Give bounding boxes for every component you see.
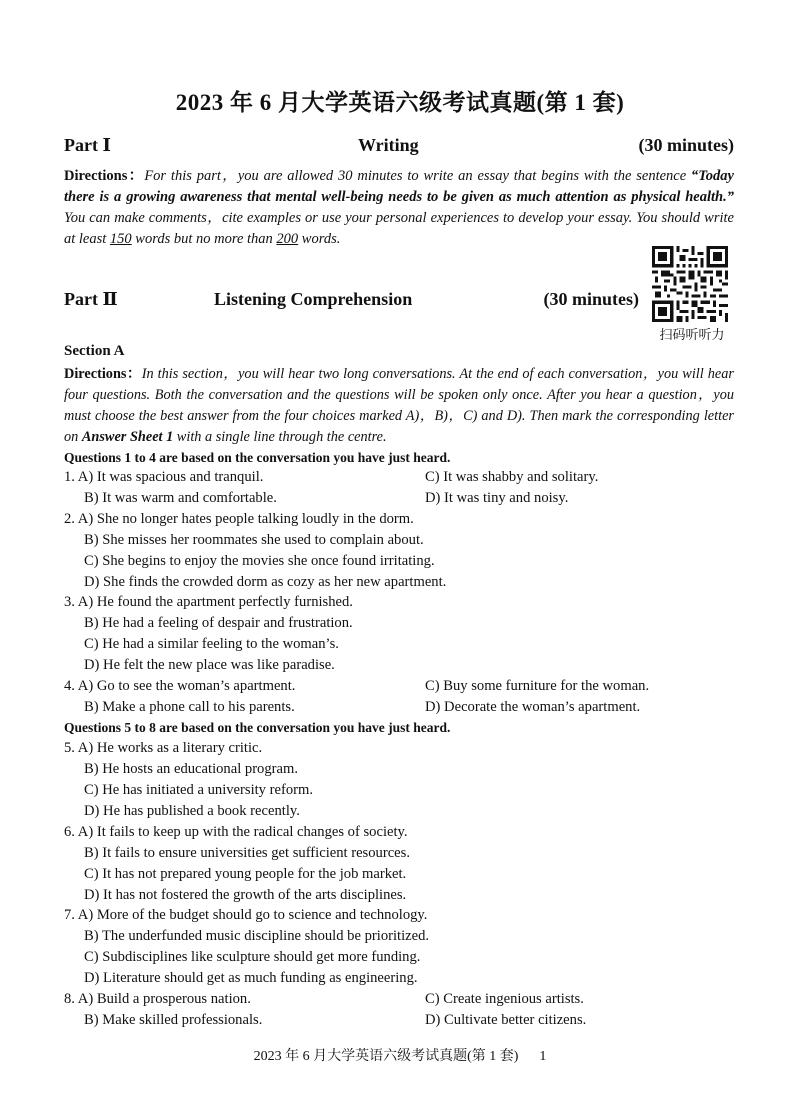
directions-label: Directions： bbox=[64, 366, 142, 382]
q5-option-c: C) He has initiated a university reform. bbox=[84, 782, 313, 798]
directions-text-a: In this section，you will hear two long conversations. At the end of each conversation，you will hear four questions. Both the conversation and the questions will be spoken only once. After you hear a question，you must choose the best answer from the four choices marked A)，B)，C) and D). Then mark the corresponding letter on bbox=[64, 366, 734, 445]
q7-option-d: D) Literature should get as much funding as engineering. bbox=[84, 970, 418, 986]
part-1-directions bbox=[64, 166, 734, 250]
page-number: 1 bbox=[539, 1049, 547, 1064]
part-1-time: (30 minutes) bbox=[638, 135, 734, 155]
section-a-heading: Section A bbox=[64, 343, 125, 359]
page-footer bbox=[0, 1045, 800, 1065]
question-group-1-heading: Questions 1 to 4 are based on the conversation you have just heard. bbox=[64, 450, 451, 465]
essay-prompt: “Today there is a growing awareness that mental well-being needs to be given as much attention as physical health.” bbox=[64, 168, 734, 205]
footer-title: 2023 年 6 月大学英语六级考试真题(第 1 套) bbox=[253, 1049, 519, 1064]
qr-code-icon[interactable] bbox=[652, 246, 728, 322]
page-title: 2023 年 6 月大学英语六级考试真题(第 1 套) bbox=[175, 90, 625, 115]
q1-option-d: D) It was tiny and noisy. bbox=[425, 490, 569, 506]
q1-option-c: C) It was shabby and solitary. bbox=[425, 469, 599, 485]
part-1-name: Writing bbox=[358, 135, 419, 155]
directions-text-d: words. bbox=[298, 231, 341, 247]
q8-option-d: D) Cultivate better citizens. bbox=[425, 1012, 587, 1028]
q2-option-d: D) She finds the crowded dorm as cozy as her new apartment. bbox=[84, 574, 447, 590]
q4-option-b: B) Make a phone call to his parents. bbox=[84, 699, 295, 715]
q8-option-c: C) Create ingenious artists. bbox=[425, 991, 584, 1007]
q7-option-c: C) Subdisciplines like sculpture should get more funding. bbox=[84, 949, 421, 965]
question-group-2-heading: Questions 5 to 8 are based on the conversation you have just heard. bbox=[64, 720, 451, 735]
q2-option-c: C) She begins to enjoy the movies she once found irritating. bbox=[84, 553, 435, 569]
qr-caption: 扫码听听力 bbox=[659, 328, 725, 343]
q4-option-a: 4. A) Go to see the woman’s apartment. bbox=[64, 678, 296, 694]
part-2-name: Listening Comprehension bbox=[214, 289, 413, 309]
directions-text-b: You can make comments，cite examples or use your personal experiences to develop your essay. You should write at least bbox=[64, 210, 734, 247]
directions-label: Directions： bbox=[64, 168, 145, 184]
q8-option-a: 8. A) Build a prosperous nation. bbox=[64, 991, 251, 1007]
part-2-label: Part Ⅱ bbox=[64, 289, 118, 309]
q1-option-a: 1. A) It was spacious and tranquil. bbox=[64, 469, 264, 485]
q5-option-a: 5. A) He works as a literary critic. bbox=[64, 740, 263, 756]
q5-option-d: D) He has published a book recently. bbox=[84, 803, 300, 819]
q1-option-b: B) It was warm and comfortable. bbox=[84, 490, 277, 506]
q3-option-d: D) He felt the new place was like paradise. bbox=[84, 657, 335, 673]
answer-sheet-ref: Answer Sheet 1 bbox=[81, 429, 174, 445]
part-1-label: Part Ⅰ bbox=[64, 135, 111, 155]
q4-option-d: D) Decorate the woman’s apartment. bbox=[425, 699, 641, 715]
q3-option-b: B) He had a feeling of despair and frustration. bbox=[84, 615, 353, 631]
q6-option-b: B) It fails to ensure universities get sufficient resources. bbox=[84, 845, 410, 861]
directions-text-c: words but no more than bbox=[131, 231, 277, 247]
q5-option-b: B) He hosts an educational program. bbox=[84, 761, 298, 777]
q6-option-d: D) It has not fostered the growth of the arts disciplines. bbox=[84, 887, 407, 903]
directions-text-a: For this part，you are allowed 30 minutes to write an essay that begins with the sentence bbox=[144, 168, 687, 184]
q4-option-c: C) Buy some furniture for the woman. bbox=[425, 678, 650, 694]
q6-option-c: C) It has not prepared young people for the job market. bbox=[84, 866, 407, 882]
q2-option-b: B) She misses her roommates she used to complain about. bbox=[84, 532, 424, 548]
q3-option-a: 3. A) He found the apartment perfectly furnished. bbox=[64, 594, 353, 610]
q6-option-a: 6. A) It fails to keep up with the radical changes of society. bbox=[64, 824, 408, 840]
max-words: 200 bbox=[276, 231, 299, 247]
q8-option-b: B) Make skilled professionals. bbox=[84, 1012, 263, 1028]
directions-text-b: with a single line through the centre. bbox=[173, 429, 387, 445]
q2-option-a: 2. A) She no longer hates people talking loudly in the dorm. bbox=[64, 511, 414, 527]
q7-option-a: 7. A) More of the budget should go to science and technology. bbox=[64, 907, 428, 923]
q7-option-b: B) The underfunded music discipline should be prioritized. bbox=[84, 928, 430, 944]
q3-option-c: C) He had a similar feeling to the woman’s. bbox=[84, 636, 339, 652]
part-2-directions bbox=[64, 364, 734, 448]
part-2-time: (30 minutes) bbox=[543, 289, 639, 309]
min-words: 150 bbox=[109, 231, 132, 247]
